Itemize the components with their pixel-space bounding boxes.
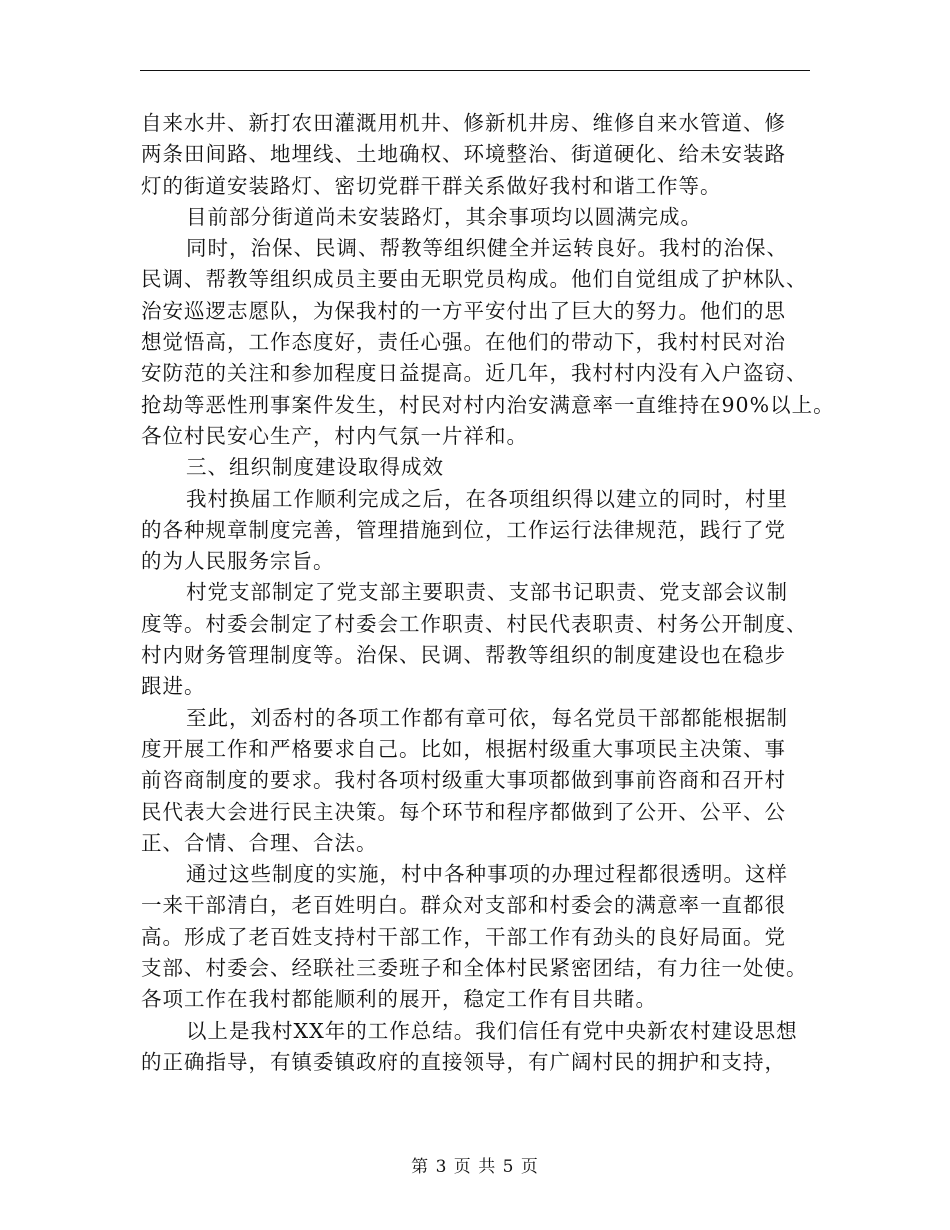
text-line: 一来干部清白，老百姓明白。群众对支部和村委会的满意率一直都很 — [141, 893, 786, 918]
text-line: 正、合情、合理、合法。 — [141, 830, 378, 855]
text-line: 三、组织制度建设取得成效 — [186, 455, 444, 480]
page-footer: 第 3 页 共 5 页 — [411, 1157, 539, 1177]
text-line: 跟进。 — [141, 674, 206, 699]
text-line: 高。形成了老百姓支持村干部工作，干部工作有劲头的良好局面。党 — [141, 924, 786, 949]
document-body — [141, 108, 835, 1078]
text-line: 前咨商制度的要求。我村各项村级重大事项都做到事前咨商和召开村 — [141, 768, 786, 793]
text-line: 的正确指导，有镇委镇政府的直接领导，有广阔村民的拥护和支持， — [141, 1049, 786, 1074]
text-line: 目前部分街道尚未安装路灯，其余事项均以圆满完成。 — [186, 204, 702, 229]
text-line: 村内财务管理制度等。治保、民调、帮教等组织的制度建设也在稳步 — [141, 643, 786, 668]
text-line: 想觉悟高，工作态度好，责任心强。在他们的带动下，我村村民对治 — [141, 330, 786, 355]
header-rule — [140, 70, 810, 71]
text-line: 两条田间路、地埋线、土地确权、环境整治、街道硬化、给未安装路 — [141, 142, 786, 167]
text-line: 自来水井、新打农田灌溉用机井、修新机井房、维修自来水管道、修 — [141, 111, 786, 135]
text-line: 治安巡逻志愿队，为保我村的一方平安付出了巨大的努力。他们的思 — [141, 298, 786, 323]
text-line: 以上是我村XX年的工作总结。我们信任有党中央新农村建设思想 — [186, 1018, 798, 1043]
text-line: 民代表大会进行民主决策。每个环节和程序都做到了公开、公平、公 — [141, 799, 786, 824]
text-line: 的为人民服务宗旨。 — [141, 549, 335, 574]
text-line: 至此，刘岙村的各项工作都有章可依，每名党员干部都能根据制 — [186, 705, 788, 730]
text-line: 支部、村委会、经联社三委班子和全体村民紧密团结，有力往一处使。 — [141, 956, 808, 981]
text-line: 通过这些制度的实施，村中各种事项的办理过程都很透明。这样 — [186, 862, 788, 887]
text-line: 的各种规章制度完善，管理措施到位，工作运行法律规范，践行了党 — [141, 517, 786, 542]
text-line: 各位村民安心生产，村内气氛一片祥和。 — [141, 423, 528, 448]
text-line: 度等。村委会制定了村委会工作职责、村民代表职责、村务公开制度、 — [141, 611, 808, 636]
text-line: 灯的街道安装路灯、密切党群干群关系做好我村和谐工作等。 — [141, 173, 722, 198]
text-line: 度开展工作和严格要求自己。比如，根据村级重大事项民主决策、事 — [141, 736, 786, 761]
text-line: 安防范的关注和参加程度日益提高。近几年，我村村内没有入户盗窃、 — [141, 361, 808, 386]
text-line: 抢劫等恶性刑事案件发生，村民对村内治安满意率一直维持在90%以上。 — [141, 392, 835, 417]
text-line: 同时，治保、民调、帮教等组织健全并运转良好。我村的治保、 — [186, 236, 788, 261]
text-line: 民调、帮教等组织成员主要由无职党员构成。他们自觉组成了护林队、 — [141, 267, 808, 292]
text-line: 各项工作在我村都能顺利的展开，稳定工作有目共睹。 — [141, 987, 657, 1012]
text-line: 村党支部制定了党支部主要职责、支部书记职责、党支部会议制 — [186, 580, 788, 605]
text-line: 我村换届工作顺利完成之后，在各项组织得以建立的同时，村里 — [186, 486, 788, 511]
